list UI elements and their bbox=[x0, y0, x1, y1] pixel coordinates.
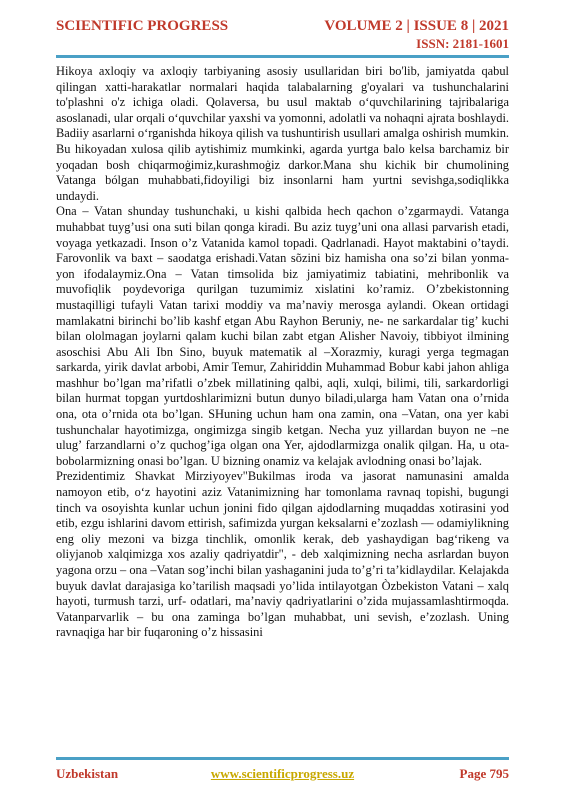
journal-title: SCIENTIFIC PROGRESS bbox=[56, 18, 229, 34]
footer-country: Uzbekistan bbox=[56, 766, 119, 781]
volume-issue: VOLUME 2 | ISSUE 8 | 2021 bbox=[324, 18, 509, 34]
header-divider bbox=[56, 55, 509, 58]
journal-website-link[interactable]: www.scientificprogress.uz bbox=[210, 766, 355, 781]
issn: ISSN: 2181-1601 bbox=[416, 36, 509, 51]
paragraph: Bu hikoyadan xulosa qilib aytishimiz mumkinki, agarda yurtga balo kelsa barchamiz bir yoqadan bosh chiqarmoġimiz,kurashmoġiz darkor.Mana shu kichik bir chumolining Vatanga bólgan muhabbati,fidoyiligi biz insonlarni ham yurtni sevishga,sodiqlikka undaydi. bbox=[56, 141, 509, 203]
page-footer bbox=[56, 766, 509, 784]
article-body bbox=[56, 64, 509, 641]
footer-divider bbox=[56, 757, 509, 760]
paragraph: Hikoya axloqiy va axloqiy tarbiyaning asosiy usullaridan biri bo'lib, jamiyatda qabul qilingan xatti-harakatlar normalari haqida talabalarning g'oyalari va tushunchalarini to'plashni o'z ichiga oladi. Qolaversa, bu usul maktab o‘quvchilarining tajribalariga asoslanadi, ular orqali o‘quvchilar yaxshi va yomonni, adolatli va nohaqni ajrata boshlaydi. Badiiy asarlarni o‘rganishda hikoya qilish va tushuntirish usullari amalga oshirish mumkin. bbox=[56, 64, 509, 141]
paragraph: Prezidentimiz Shavkat Mirziyoyev"Bukilmas iroda va jasorat namunasini amalda namoyon etib, o‘z hayotini aziz Vatanimizning har tomonlama ravnaq topishi, bugungi tinch va osoyishta kunlar uchun jonini fido qilgan ajdodlarning muqaddas xotirasini yod etib, ezgu ishlarini davom ettirish, safimizda yurgan keksalarni e’zozlash — odamiylikning eng oliy mezoni va bizga tinchlik, omonlik kerak, deb yashaydigan bag‘rikeng va oliyjanob xalqimizga xos azaliy qadriyatdir", - deb xalqimizning necha asrlardan buyon yagona orzu – ona –Vatan sog’inchi bilan yashaganini juda to’g’ri ta’kidlaydilar. Kelajakda buyuk davlat darajasiga ko’tarilish maqsadi yo’lida intilayotgan Òzbekiston Vatani – xalq hayoti, turmush tarzi, urf- odatlari, ma’naviy qadriyatlarini o’zida mujassamlashtirmoqda. Vatanparvarlik – bu ona zaminga bo’lgan muhabbat, uni sevish, e’zozlash. Uning ravnaqiga har bir fuqaroning o’z hissasini bbox=[56, 469, 509, 640]
paragraph: Ona – Vatan shunday tushunchaki, u kishi qalbida hech qachon o’zgarmaydi. Vatanga muhabbat tuyg’usi ona suti bilan qonga kiradi. Bu aziz tuyg’uni ona allasi parvarish etadi, voyaga yetkazadi. Inson o’z Vatanida kamol topadi. Qadrlanadi. Hayot maktabini o’taydi. Farovonlik va baxt – saodatga erishadi.Vatan sõzini biz hamisha ona so’zi bilan yonma- yon ifodalaymiz.Ona – Vatan timsolida biz jamiyatimiz tabiatini, mehribonlik va muvofiqlik poydevoriga qurilgan tuzumimiz xislatini ko’ramiz. O’zbekistonning mustaqilligi tufayli Vatan tarixi moddiy va ma’naviy merosga aylandi. Okean ortidagi mamlakatni birinchi bo’lib kashf etgan Abu Rayhon Beruniy, ne- ne sarkardalar tig’ kuchi bilan ololmagan joylarni qalam kuchi bilan zabt etgan Alisher Navoiy, tibbiyot ilmining asoschisi Abu Ali Ibn Sino, buyuk matematik al –Xorazmiy, kuragi yerga tegmagan sarkarda, yirik davlat arbobi, Amir Temur, Zahiriddin Muhammad Bobur kabi jahon ahliga mashhur bo’lgan ma’rifatli o’zbek millatining qalbi, aqli, xulqi, bilimi, tili, sarkardorligi bilan hurmat topgan yurtdoshlarimizni butun dunyo biladi,ularga ham Vatan ona o’rnida ona, ota o’rnida ota bo’lgan. SHuning uchun ham ona zamin, ona –Vatan, ona yer kabi tushunchalar hayotimizga, ongimizga singib ketgan. Necha yuz yillardan buyon ne –ne ulug’ farzandlarni o’z quchog’iga olgan ona Yer, ajdodlarmizga onalik qilgan. Ha, u ota- bobolarmizning onasi bo’lgan. U bizning onamiz va kelajak avlodning onasi bo’lajak. bbox=[56, 204, 509, 468]
page-number: Page 795 bbox=[459, 766, 509, 781]
page-header bbox=[56, 12, 509, 52]
